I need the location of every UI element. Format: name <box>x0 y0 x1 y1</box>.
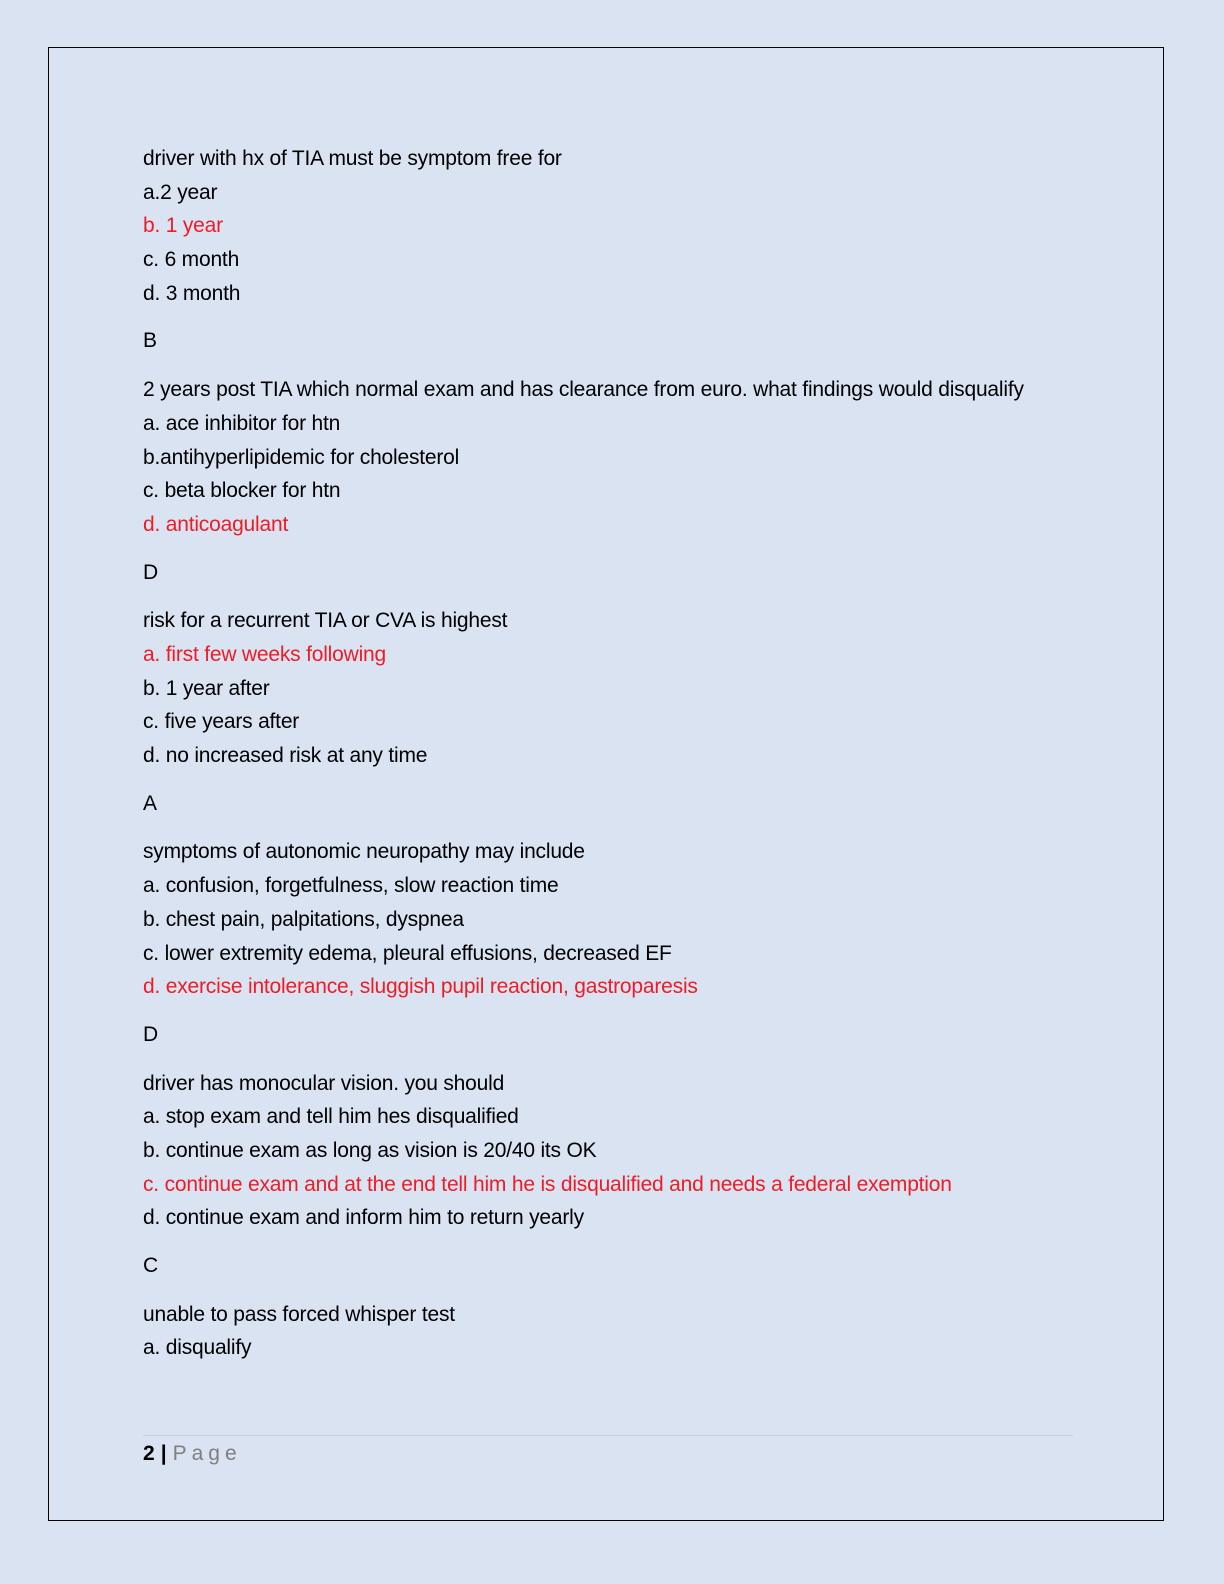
document-body <box>143 142 1083 1379</box>
page-footer <box>143 1440 242 1468</box>
page-label: Page <box>172 1442 242 1465</box>
answer-option: a. confusion, forgetfulness, slow reaction time <box>143 874 559 898</box>
answer-option: c. beta blocker for htn <box>143 479 341 503</box>
correct-option: d. anticoagulant <box>143 512 289 536</box>
answer-option: b.antihyperlipidemic for cholesterol <box>143 445 460 469</box>
answer-option: d. 3 month <box>143 281 241 305</box>
footer-divider <box>143 1435 1073 1436</box>
question-block <box>143 1067 1083 1235</box>
answer-option: a. stop exam and tell him hes disqualified <box>143 1105 519 1129</box>
answer-option: c. five years after <box>143 710 300 734</box>
answer-option: b. chest pain, palpitations, dyspnea <box>143 907 464 931</box>
question-stem: driver has monocular vision. you should <box>143 1071 505 1095</box>
question-stem: driver with hx of TIA must be symptom free for <box>143 147 562 170</box>
question-block <box>143 604 1083 772</box>
correct-option: c. continue exam and at the end tell him he is disqualified and needs a federal exemption <box>143 1172 952 1196</box>
question-stem: risk for a recurrent TIA or CVA is highest <box>143 609 508 633</box>
question-block <box>143 142 1083 310</box>
page-separator: | <box>160 1442 167 1465</box>
page-number: 2 <box>143 1442 155 1465</box>
question-block <box>143 1298 1083 1365</box>
correct-option: a. first few weeks following <box>143 642 386 666</box>
question-stem: unable to pass forced whisper test <box>143 1302 455 1326</box>
answer-key: B <box>143 329 157 353</box>
answer-option: d. no increased risk at any time <box>143 744 428 768</box>
answer-option: a. disqualify <box>143 1336 252 1360</box>
answer-option: d. continue exam and inform him to return yearly <box>143 1206 584 1230</box>
answer-key: A <box>143 791 157 815</box>
answer-option: b. continue exam as long as vision is 20/40 its OK <box>143 1138 597 1162</box>
answer-key: D <box>143 560 158 584</box>
question-stem: 2 years post TIA which normal exam and has clearance from euro. what findings would disqualify <box>143 378 1024 402</box>
correct-option: d. exercise intolerance, sluggish pupil reaction, gastroparesis <box>143 975 698 999</box>
question-block <box>143 835 1083 1003</box>
answer-option: b. 1 year after <box>143 676 270 700</box>
question-stem: symptoms of autonomic neuropathy may include <box>143 840 585 864</box>
answer-option: c. 6 month <box>143 248 240 272</box>
correct-option: b. 1 year <box>143 214 223 238</box>
answer-key: D <box>143 1022 158 1046</box>
answer-option: a. ace inhibitor for htn <box>143 411 341 435</box>
answer-option: c. lower extremity edema, pleural effusions, decreased EF <box>143 941 672 965</box>
answer-key: C <box>143 1254 158 1278</box>
answer-option: a.2 year <box>143 180 218 204</box>
question-block <box>143 373 1083 541</box>
